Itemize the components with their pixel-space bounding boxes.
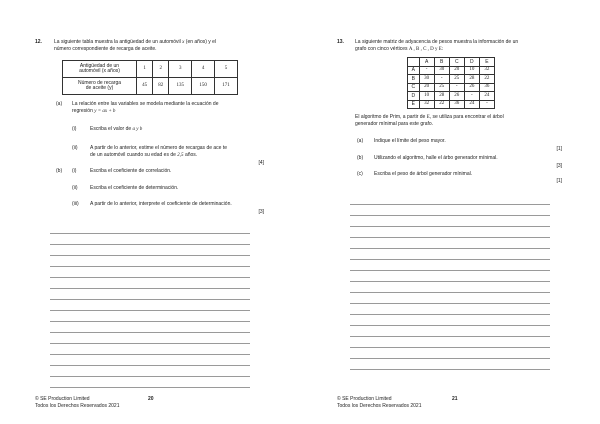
matrix-cell (408, 58, 420, 67)
answer-line (350, 292, 550, 293)
matrix-cell: 32 (479, 66, 494, 75)
part-b-i-text: Escriba el coeficiente de correlación. (90, 168, 172, 174)
matrix-cell: D (464, 58, 479, 67)
matrix-cell: 30 (419, 75, 434, 84)
table-cell: 171 (215, 78, 238, 95)
table-cell: 150 (192, 78, 215, 95)
page-number: 21 (452, 396, 458, 402)
matrix-cell: 28 (464, 75, 479, 84)
part-a-line2: regresión y = ax + b (72, 108, 116, 114)
answer-line (350, 314, 550, 315)
matrix-cell: - (434, 75, 449, 84)
question-13-number: 13. (337, 39, 344, 45)
matrix-cell: - (479, 100, 494, 109)
answer-line (50, 244, 250, 245)
question-12-intro-line2: número correspondiente de recarga de aceite. (54, 46, 157, 52)
table-cell: 2 (153, 61, 169, 78)
matrix-cell: 24 (479, 92, 494, 101)
question-13-intro-line2: grafo con cinco vértices A , B , C , D y E: (355, 46, 444, 52)
matrix-cell: A (419, 58, 434, 67)
part-b-marks: [3] (556, 163, 562, 169)
right-page (300, 0, 600, 424)
answer-line (50, 332, 250, 333)
answer-line (50, 277, 250, 278)
part-c-text: Escriba el peso de árbol generador mínimal. (374, 171, 473, 177)
answer-line (50, 255, 250, 256)
table-cell: 135 (169, 78, 192, 95)
part-a-ii-line2: de un automóvil cuando su edad es de 2,5 años. (90, 152, 198, 158)
answer-line (50, 387, 250, 388)
part-a-label: (a) (357, 138, 364, 144)
part-c-label: (c) (357, 171, 363, 177)
prim-line2: generador mínimal para este grafo. (355, 121, 434, 127)
matrix-cell: 20 (449, 66, 464, 75)
part-b-label: (b) (357, 155, 364, 161)
matrix-cell: B (408, 75, 420, 84)
part-a-ii-line1: A partir de lo anterior, estime el número de recargas de ace te (90, 145, 228, 151)
matrix-cell: - (449, 83, 464, 92)
matrix-row (408, 75, 495, 84)
footer-rights: Todos los Derechos Reservados 2021 (35, 403, 120, 409)
matrix-cell: 25 (434, 83, 449, 92)
matrix-cell: 36 (479, 83, 494, 92)
part-b-marks: [3] (258, 209, 264, 215)
answer-line (50, 310, 250, 311)
answer-line (350, 237, 550, 238)
answer-line (50, 376, 250, 377)
table-cell: 82 (153, 78, 169, 95)
matrix-cell: 30 (434, 66, 449, 75)
matrix-cell: 26 (449, 92, 464, 101)
answer-line (50, 321, 250, 322)
question-12-number: 12. (35, 39, 42, 45)
answer-line (50, 233, 250, 234)
answer-line (350, 215, 550, 216)
table-cell: 45 (137, 78, 153, 95)
prim-line1: El algoritmo de Prim, a partir de E, se utiliza para encontrar el árbol (355, 114, 504, 120)
matrix-cell: 25 (449, 75, 464, 84)
matrix-row (408, 66, 495, 75)
matrix-cell: 22 (479, 75, 494, 84)
matrix-cell: C (408, 83, 420, 92)
part-a-label: (a) (56, 101, 63, 107)
matrix-cell: E (408, 100, 420, 109)
table-row (63, 61, 238, 78)
part-a-marks: [4] (258, 160, 264, 166)
matrix-cell: B (434, 58, 449, 67)
matrix-cell: 36 (449, 100, 464, 109)
part-a-line1: La relación entre las variables se modela mediante la ecuación de (72, 101, 219, 107)
answer-line (350, 226, 550, 227)
matrix-header-row (408, 58, 495, 67)
page-number: 20 (148, 396, 154, 402)
question-13-intro-line1: La siguiente matriz de adyacencia de pesos muestra la información de un (355, 39, 519, 45)
answer-line (350, 259, 550, 260)
part-a-text: Indique el límite del peso mayor. (374, 138, 446, 144)
part-b-i-label: (i) (72, 168, 77, 174)
part-b-text: Utilizando el algoritmo, halle el árbo generador mínimal. (374, 155, 498, 161)
table-header-age: Antigüedad de un automóvil (x años) (63, 61, 137, 78)
answer-line (350, 369, 550, 370)
answer-line (50, 365, 250, 366)
intro-var-x: x (182, 40, 185, 45)
matrix-row (408, 100, 495, 109)
answer-line (350, 204, 550, 205)
matrix-cell: E (479, 58, 494, 67)
matrix-cell: 10 (419, 92, 434, 101)
matrix-cell: 32 (419, 100, 434, 109)
table-cell: 1 (137, 61, 153, 78)
matrix-cell: 20 (419, 83, 434, 92)
matrix-cell: 28 (434, 92, 449, 101)
vertex-list: A , B , C , D y E: (408, 47, 444, 52)
part-a-ii-label: (ii) (72, 145, 78, 151)
footer-copyright: © SE Production Limited (35, 396, 90, 402)
question-12-intro-line1: La siguiente tabla muestra la antigüedad de un automóvil x (en años) y el (54, 39, 217, 45)
part-b-ii-text: Escriba el coeficiente de determinación. (90, 185, 179, 191)
age-recharge-table (62, 60, 238, 95)
part-a-marks: [1] (556, 146, 562, 152)
part-a-i-label: (i) (72, 126, 77, 132)
adjacency-matrix (407, 57, 495, 109)
table-cell: 3 (169, 61, 192, 78)
part-a-i-text: Escriba el valor de a y b (90, 126, 143, 132)
answer-line (350, 248, 550, 249)
matrix-cell: C (449, 58, 464, 67)
matrix-cell: 26 (464, 83, 479, 92)
matrix-cell: 24 (464, 100, 479, 109)
answer-line (50, 343, 250, 344)
answer-line (350, 303, 550, 304)
matrix-cell: A (408, 66, 420, 75)
answer-line (50, 299, 250, 300)
matrix-cell: D (408, 92, 420, 101)
table-row (63, 78, 238, 95)
matrix-cell: 22 (434, 100, 449, 109)
footer-copyright: © SE Production Limited (337, 396, 392, 402)
matrix-row (408, 83, 495, 92)
table-header-recharge: Número de recarga de aceite (y) (63, 78, 137, 95)
matrix-cell: - (464, 92, 479, 101)
part-c-marks: [1] (556, 178, 562, 184)
answer-line (350, 336, 550, 337)
part-b-label: (b) (56, 168, 63, 174)
table-cell: 5 (215, 61, 238, 78)
part-b-iii-label: (iii) (72, 201, 79, 207)
answer-line (50, 288, 250, 289)
answer-line (350, 358, 550, 359)
part-b-iii-text: A partir de lo anterior, interprete el coeficiente de determinación. (90, 201, 232, 207)
matrix-cell: - (419, 66, 434, 75)
regression-equation: y = ax + b (94, 109, 116, 114)
answer-line (350, 281, 550, 282)
answer-line (350, 325, 550, 326)
answer-line (50, 354, 250, 355)
matrix-row (408, 92, 495, 101)
footer-rights: Todos los Derechos Reservados 2021 (337, 403, 422, 409)
matrix-cell: 10 (464, 66, 479, 75)
table-cell: 4 (192, 61, 215, 78)
answer-line (350, 270, 550, 271)
part-b-ii-label: (ii) (72, 185, 78, 191)
answer-line (50, 266, 250, 267)
answer-line (350, 347, 550, 348)
